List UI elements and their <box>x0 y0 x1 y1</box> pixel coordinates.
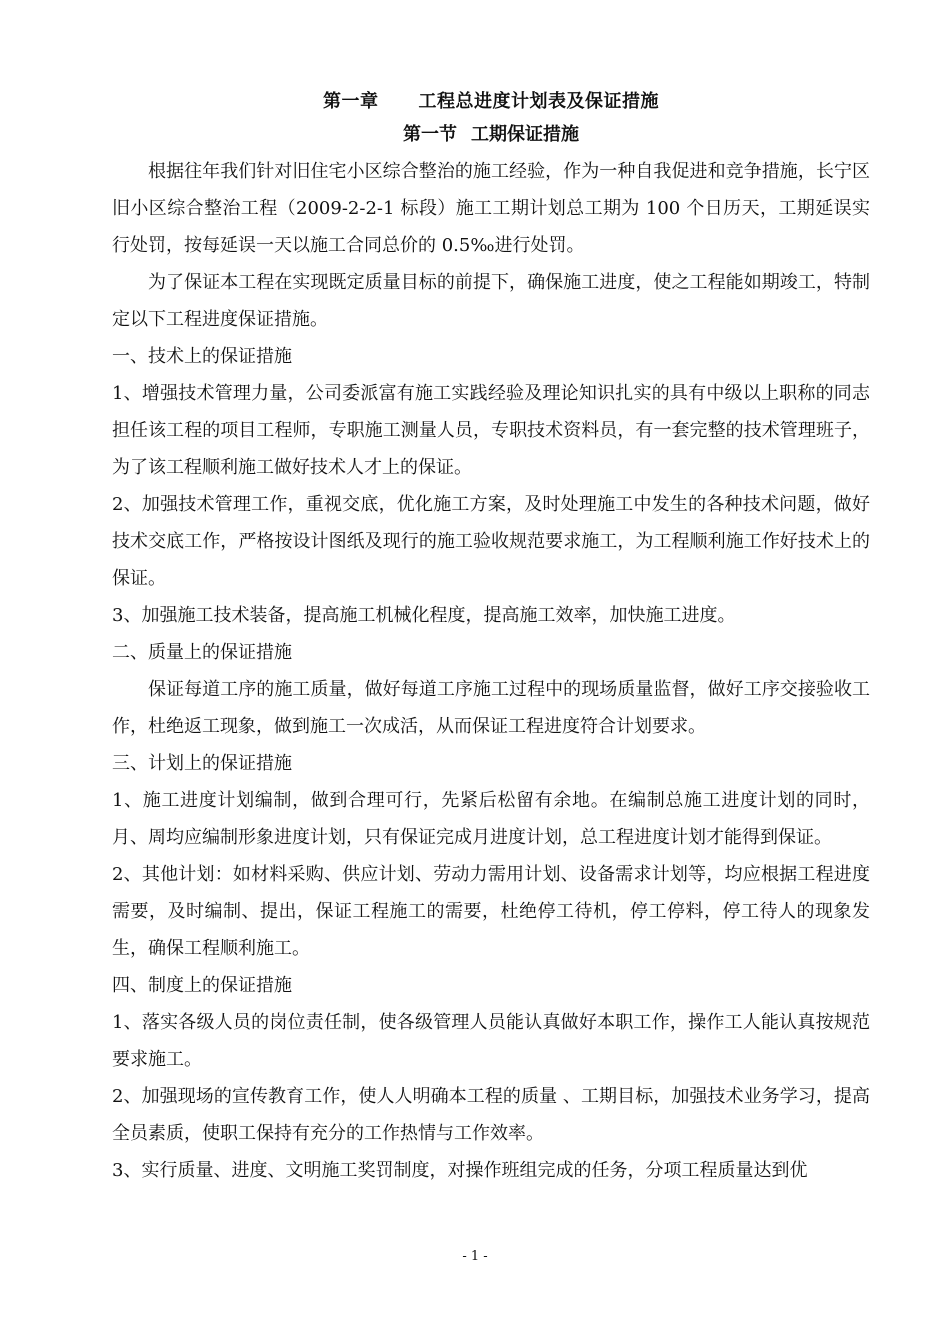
section-label: 第一节 <box>403 124 457 145</box>
section-title: 工期保证措施 <box>471 124 579 145</box>
chapter-label: 第一章 <box>323 91 379 112</box>
document-page <box>112 88 870 1189</box>
system-item-2: 2、加强现场的宣传教育工作，使人人明确本工程的质量 、工期目标，加强技术业务学习，提高全员素质，使职工保持有充分的工作热情与工作效率。 <box>112 1086 870 1144</box>
system-item-1: 1、落实各级人员的岗位责任制，使各级管理人员能认真做好本职工作，操作工人能认真按规范要求施工。 <box>112 1012 870 1070</box>
plan-item-1: 1、施工进度计划编制，做到合理可行，先紧后松留有余地。在编制总施工进度计划的同时，月、周均应编制形象进度计划，只有保证完成月进度计划，总工程进度计划才能得到保证。 <box>112 790 870 848</box>
heading-system-measures: 四、制度上的保证措施 <box>112 975 292 996</box>
heading-technical-measures: 一、技术上的保证措施 <box>112 346 292 367</box>
plan-item-2: 2、其他计划：如材料采购、供应计划、劳动力需用计划、设备需求计划等，均应根据工程进度需要，及时编制、提出，保证工程施工的需要，杜绝停工待机，停工停料，停工待人的现象发生，确保工程顺利施工。 <box>112 864 870 959</box>
purpose-paragraph: 为了保证本工程在实现既定质量目标的前提下，确保施工进度，使之工程能如期竣工，特制定以下工程进度保证措施。 <box>112 272 870 330</box>
system-item-3: 3、实行质量、进度、文明施工奖罚制度，对操作班组完成的任务，分项工程质量达到优 <box>112 1160 808 1181</box>
chapter-title: 工程总进度计划表及保证措施 <box>418 91 659 112</box>
page-number: - 1 - <box>462 1249 488 1264</box>
technical-item-3: 3、加强施工技术装备，提高施工机械化程度，提高施工效率，加快施工进度。 <box>112 605 736 626</box>
heading-quality-measures: 二、质量上的保证措施 <box>112 642 292 663</box>
technical-item-1: 1、增强技术管理力量，公司委派富有施工实践经验及理论知识扎实的具有中级以上职称的同志担任该工程的项目工程师，专职施工测量人员，专职技术资料员，有一套完整的技术管理班子，为了该工程顺利施工做好技术人才上的保证。 <box>112 383 870 478</box>
intro-paragraph: 根据往年我们针对旧住宅小区综合整治的施工经验，作为一种自我促进和竞争措施，长宁区旧小区综合整治工程（2009-2-2-1 标段）施工工期计划总工期为 100 个日历天，工期延误实行处罚，按每延误一天以施工合同总价的 0.5‰进行处罚。 <box>112 161 870 256</box>
section-heading <box>112 121 870 149</box>
quality-paragraph: 保证每道工序的施工质量，做好每道工序施工过程中的现场质量监督，做好工序交接验收工作，杜绝返工现象，做到施工一次成活，从而保证工程进度符合计划要求。 <box>112 679 870 737</box>
heading-plan-measures: 三、计划上的保证措施 <box>112 753 292 774</box>
technical-item-2: 2、加强技术管理工作，重视交底，优化施工方案，及时处理施工中发生的各种技术问题，做好技术交底工作，严格按设计图纸及现行的施工验收规范要求施工，为工程顺利施工作好技术上的保证。 <box>112 494 870 589</box>
chapter-heading <box>112 88 870 116</box>
